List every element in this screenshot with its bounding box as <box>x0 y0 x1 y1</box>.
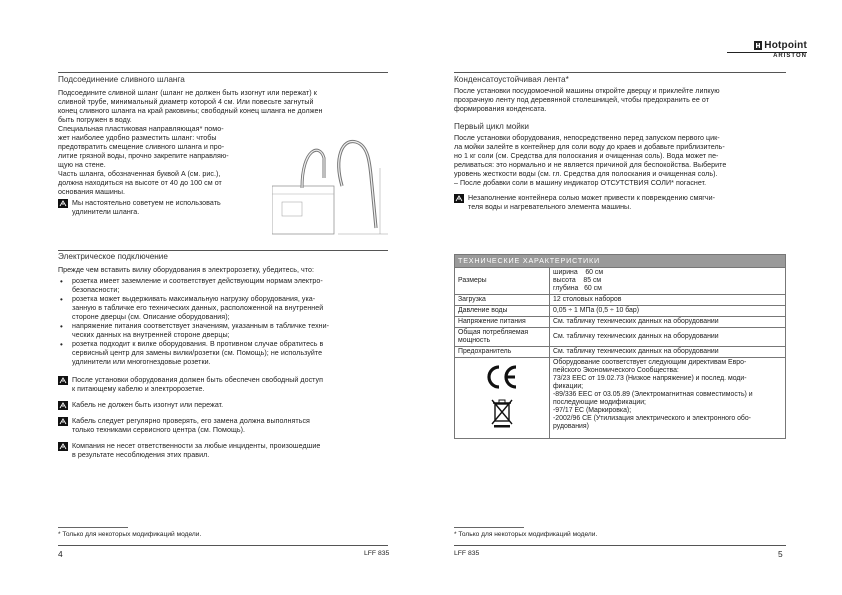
brand-sub: ARISTON <box>727 52 807 59</box>
warning-icon <box>454 194 464 203</box>
directive-line: фикации; <box>553 383 584 390</box>
directive-line: Оборудование соответствует следующим директивам Евро- <box>553 359 747 366</box>
list-item <box>58 340 393 367</box>
warning-text: Кабель не должен быть изогнут или пережат. <box>72 401 224 409</box>
directive-line: -89/336 EEC от 03.05.89 (Электромагнитная совместимость) и <box>553 391 753 398</box>
first-cycle-line: реливаться: это нормально и не является причиной для беспокойства. Выберите <box>454 161 727 169</box>
top-rule <box>454 72 786 73</box>
warning-icon <box>58 442 68 451</box>
drain-line: быть погружен в воду. <box>58 116 132 124</box>
table-cell-label: Предохранитель <box>455 347 550 358</box>
drain-line: Специальная пластиковая направляющая* помо- <box>58 125 224 133</box>
warning-text: в результате несоблюдения этих правил. <box>72 451 210 459</box>
table-row <box>455 317 786 328</box>
bullet-icon: • <box>60 322 63 331</box>
table-cell-value <box>550 358 786 439</box>
bullet-text: розетка подходит к вилке оборудования. В противном случае обратитесь в <box>72 340 324 348</box>
drain-line: щую на стене. <box>58 161 106 169</box>
first-cycle-line: – После добавки соли в машину индикатор ОТСУТСТВИЯ СОЛИ* погаснет. <box>454 179 707 187</box>
tape-line: После установки посудомоечной машины откройте дверцу и приклейте липкую <box>454 87 720 95</box>
warning-icon <box>58 401 68 410</box>
drain-line: основания машины. <box>58 188 125 196</box>
bullet-text: напряжение питания соответствует значениям, указанным в табличке техни- <box>72 322 330 330</box>
bullet-text: стороне дверцы (см. Описание оборудования); <box>72 313 230 321</box>
dimension-line: глубина 60 см <box>553 285 602 292</box>
table-row <box>455 347 786 358</box>
dimension-line: ширина 60 см <box>553 269 604 276</box>
divider-rule <box>58 250 388 251</box>
first-cycle-heading: Первый цикл мойки <box>454 122 529 131</box>
electric-warning <box>58 376 393 394</box>
list-item <box>58 277 393 295</box>
bullet-icon: • <box>60 277 63 286</box>
directive-line: -97/17 EC (Маркировка); <box>553 407 632 414</box>
warning-text: удлинители шланга. <box>72 208 140 216</box>
table-cell-marks <box>455 358 550 439</box>
electric-warning <box>58 417 393 435</box>
electric-warning <box>58 442 393 460</box>
footnote: * Только для некоторых модификаций модели. <box>454 531 598 538</box>
table-cell-value: См. табличку технических данных на оборудовании <box>550 347 786 358</box>
table-row <box>455 268 786 295</box>
footnote: * Только для некоторых модификаций модели. <box>58 531 202 538</box>
warning-text: Кабель следует регулярно проверять, его замена должна выполняться <box>72 417 310 425</box>
directive-line: рудования) <box>553 423 589 430</box>
table-cell-value: См. табличку технических данных на оборудовании <box>550 317 786 328</box>
table-row <box>455 295 786 306</box>
warning-text: После установки оборудования должен быть обеспечен свободный доступ <box>72 376 324 384</box>
bullet-text: розетка имеет заземление и соответствует действующим нормам электро- <box>72 277 323 285</box>
dimension-line: высота 85 см <box>553 277 602 284</box>
footnote-rule <box>454 527 524 528</box>
table-cell-value <box>550 268 786 295</box>
list-item <box>58 322 393 340</box>
bullet-text: розетка может выдерживать максимальную нагрузку оборудования, ука- <box>72 295 316 303</box>
brand-logo <box>727 40 807 59</box>
table-cell-value: 0,05 ÷ 1 МПа (0,5 ÷ 10 бар) <box>550 306 786 317</box>
first-cycle-line: уровень жесткости воды (см. гл. Средства для полоскания и очищенная соль). <box>454 170 718 178</box>
drain-line: должна находиться на высоте от 40 до 100 см от <box>58 179 222 187</box>
first-cycle-line: После установки оборудования, непосредственно перед запуском первого цик- <box>454 134 720 142</box>
warning-text: Незаполнение контейнера солью может привести к повреждению смягчи- <box>468 194 716 202</box>
table-cell-label: Общая потребляемая мощность <box>455 328 550 347</box>
table-cell-label: Загрузка <box>455 295 550 306</box>
tape-heading: Конденсатоустойчивая лента* <box>454 75 569 84</box>
first-cycle-line: но 1 кг соли (см. Средства для полоскания и очищенная соль). Вода может пе- <box>454 152 719 160</box>
electric-heading: Электрическое подключение <box>58 252 168 261</box>
crossed-bin-icon <box>490 398 514 428</box>
table-row <box>455 358 786 439</box>
directive-line: пейского Экономического Сообщества: <box>553 367 679 374</box>
drain-line: Часть шланга, обозначенная буквой A (см. рис.), <box>58 170 221 178</box>
specs-table <box>454 254 786 439</box>
brand-name: Hotpoint <box>764 40 807 51</box>
bullet-icon: • <box>60 295 63 304</box>
right-page <box>421 0 842 595</box>
bullet-text: занную в табличке его технических данных, расположенной на внутренней <box>72 304 324 312</box>
first-cycle-line: ла мойки залейте в контейнер для соли воду до краев и добавьте приблизитель- <box>454 143 725 151</box>
model-label: LFF 835 <box>364 550 390 557</box>
directive-line: -2002/96 CE (Утилизация электрического и электронного обо- <box>553 415 751 422</box>
warning-text: к питающему кабелю и электророзетке. <box>72 385 205 393</box>
drain-line: Подсоедините сливной шланг (шланг не должен быть изогнут или пережат) к <box>58 89 317 97</box>
bottom-rule <box>454 545 786 546</box>
warning-text: только техниками сервисного центра (см. Помощь). <box>72 426 246 434</box>
warning-icon <box>58 417 68 426</box>
electric-section <box>58 252 393 460</box>
table-cell-label: Напряжение питания <box>455 317 550 328</box>
brand-logo-icon <box>754 41 762 50</box>
page-number: 5 <box>778 549 783 559</box>
drain-line: литие грязной воды, прочно закрепите направляю- <box>58 152 229 160</box>
warning-text: Компания не несет ответственности за любые инциденты, произошедшие <box>72 442 321 450</box>
specs-title: ТЕХНИЧЕСКИЕ ХАРАКТЕРИСТИКИ <box>455 255 786 268</box>
top-rule <box>58 72 388 73</box>
drain-heading: Подсоединение сливного шланга <box>58 75 185 84</box>
warning-text: теля воды и нагревательного элемента машины. <box>468 203 632 211</box>
table-row <box>455 306 786 317</box>
tape-line: прозрачную ленту под деревянной столешницей, чтобы предохранить ее от <box>454 96 709 104</box>
bullet-icon: • <box>60 340 63 349</box>
directive-line: последующие модификации; <box>553 399 646 406</box>
drain-line: сливной трубе, минимальный диаметр которой 4 см. Или повесьте загнутый <box>58 98 314 106</box>
table-row <box>455 328 786 347</box>
warning-text: Мы настоятельно советуем не использовать <box>72 199 221 207</box>
electric-warning <box>58 401 393 410</box>
electric-intro: Прежде чем вставить вилку оборудования в электророзетку, убедитесь, что: <box>58 266 315 274</box>
bullet-text: безопасности; <box>72 286 120 294</box>
bottom-rule <box>58 545 388 546</box>
bullet-text: сервисный центр для замены вилки/розетки (см. Помощь); не используйте <box>72 349 323 357</box>
drain-hose-illustration <box>272 128 390 238</box>
first-cycle-warning <box>454 194 794 212</box>
tape-line: формирования конденсата. <box>454 105 547 113</box>
warning-icon <box>58 376 68 385</box>
table-cell-value: 12 столовых наборов <box>550 295 786 306</box>
ce-mark-icon <box>485 365 519 389</box>
model-label: LFF 835 <box>454 550 480 557</box>
table-cell-value: См. табличку технических данных на оборудовании <box>550 328 786 347</box>
page-number: 4 <box>58 549 63 559</box>
table-cell-label: Давление воды <box>455 306 550 317</box>
table-cell-label: Размеры <box>455 268 550 295</box>
directive-line: 73/23 EEC от 19.02.73 (Низкое напряжение) и послед. моди- <box>553 375 747 382</box>
bullet-text: ческих данных на внутренней стороне дверцы; <box>72 331 230 339</box>
drain-line: жет наиболее удобно разместить шланг: чтобы <box>58 134 217 142</box>
tape-section <box>454 75 794 212</box>
list-item <box>58 295 393 322</box>
bullet-text: удлинители или многогнездовые розетки. <box>72 358 211 366</box>
warning-icon <box>58 199 68 208</box>
drain-line: предотвратить смещение сливного шланга и про- <box>58 143 225 151</box>
footnote-rule <box>58 527 128 528</box>
drain-line: конец сливного шланга на край раковины; свободный конец шланга не должен <box>58 107 323 115</box>
